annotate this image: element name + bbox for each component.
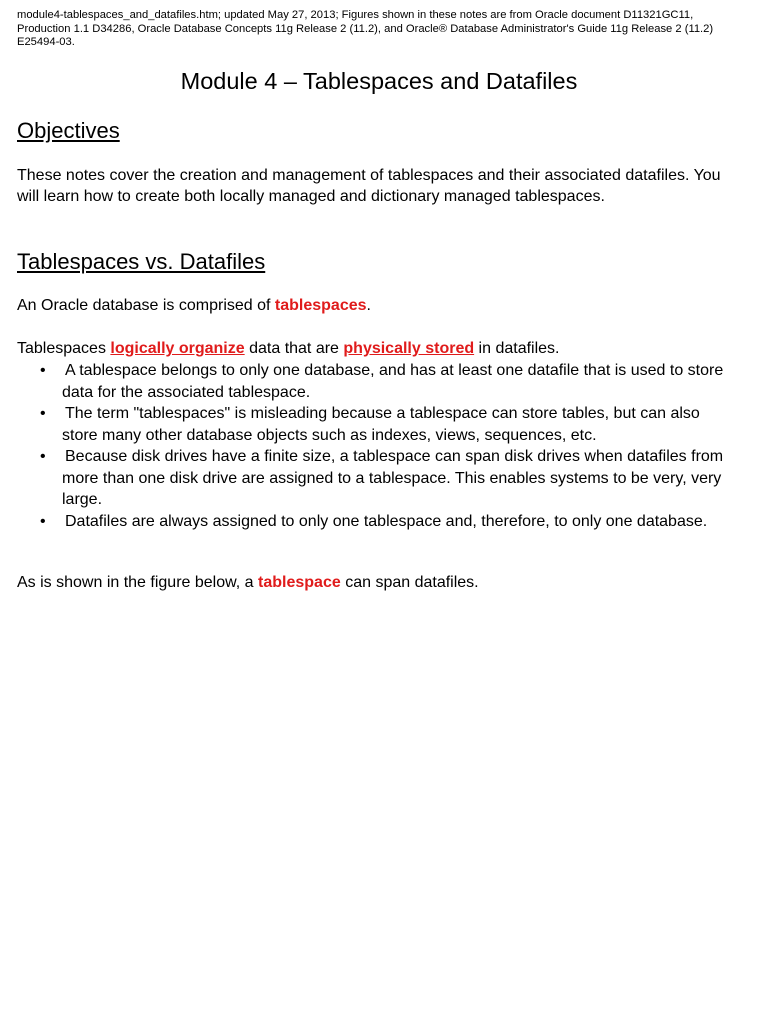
list-item <box>17 511 737 533</box>
bullet-list <box>17 360 737 532</box>
list-item <box>17 403 737 446</box>
source-note: module4-tablespaces_and_datafiles.htm; updated May 27, 2013; Figures shown in these notes are from Oracle document D11321GC11, Production 1.1 D34286, Oracle Database Concepts 11g Release 2 (11.2), and Oracle® Database Administrator's Guide 11g Release 2 (11.2) E25494-03. <box>17 9 714 49</box>
keyword-tablespaces: tablespaces <box>274 297 367 314</box>
paragraph-text: As is shown in the figure below, a <box>17 574 259 591</box>
list-item <box>17 446 737 511</box>
span-datafiles-paragraph <box>17 572 737 593</box>
list-item-text: Because disk drives have a finite size, a tablespace can span disk drives when datafiles from more than one disk drive are assigned to a tablespace. This enables systems to be very, very large. <box>62 448 724 508</box>
database-comprised-paragraph <box>17 295 737 316</box>
list-item-text: Datafiles are always assigned to only one tablespace and, therefore, to only one database. <box>65 512 708 530</box>
keyword-logically-organize: logically organize <box>110 340 245 357</box>
paragraph-text: in datafiles. <box>474 340 560 357</box>
paragraph-text: data that are <box>244 340 344 357</box>
bullet-icon: • <box>40 362 46 379</box>
paragraph-text: An Oracle database is comprised of <box>17 297 275 314</box>
paragraph-text: can span datafiles. <box>340 574 479 591</box>
bullet-icon: • <box>40 448 46 465</box>
list-item-text: The term "tablespaces" is misleading because a tablespace can store tables, but can also store many other database objects such as indexes, views, sequences, etc. <box>62 405 700 444</box>
keyword-tablespace: tablespace <box>258 574 341 591</box>
objectives-heading: Objectives <box>17 118 120 143</box>
bullet-icon: • <box>40 512 46 530</box>
page-title: Module 4 – Tablespaces and Datafiles <box>180 68 578 94</box>
paragraph-text: . <box>366 297 371 314</box>
paragraph-text: Tablespaces <box>17 340 111 357</box>
bullet-icon: • <box>40 405 46 422</box>
objectives-paragraph: These notes cover the creation and management of tablespaces and their associated datafiles. You will learn how to create both locally managed and dictionary managed tablespaces. <box>17 167 721 205</box>
keyword-physically-stored: physically stored <box>343 340 475 357</box>
tablespaces-vs-datafiles-heading: Tablespaces vs. Datafiles <box>17 249 266 274</box>
list-item-text: A tablespace belongs to only one database, and has at least one datafile that is used to store data for the associated tablespace. <box>62 362 724 401</box>
list-item <box>17 360 737 403</box>
logical-physical-paragraph <box>17 338 737 359</box>
